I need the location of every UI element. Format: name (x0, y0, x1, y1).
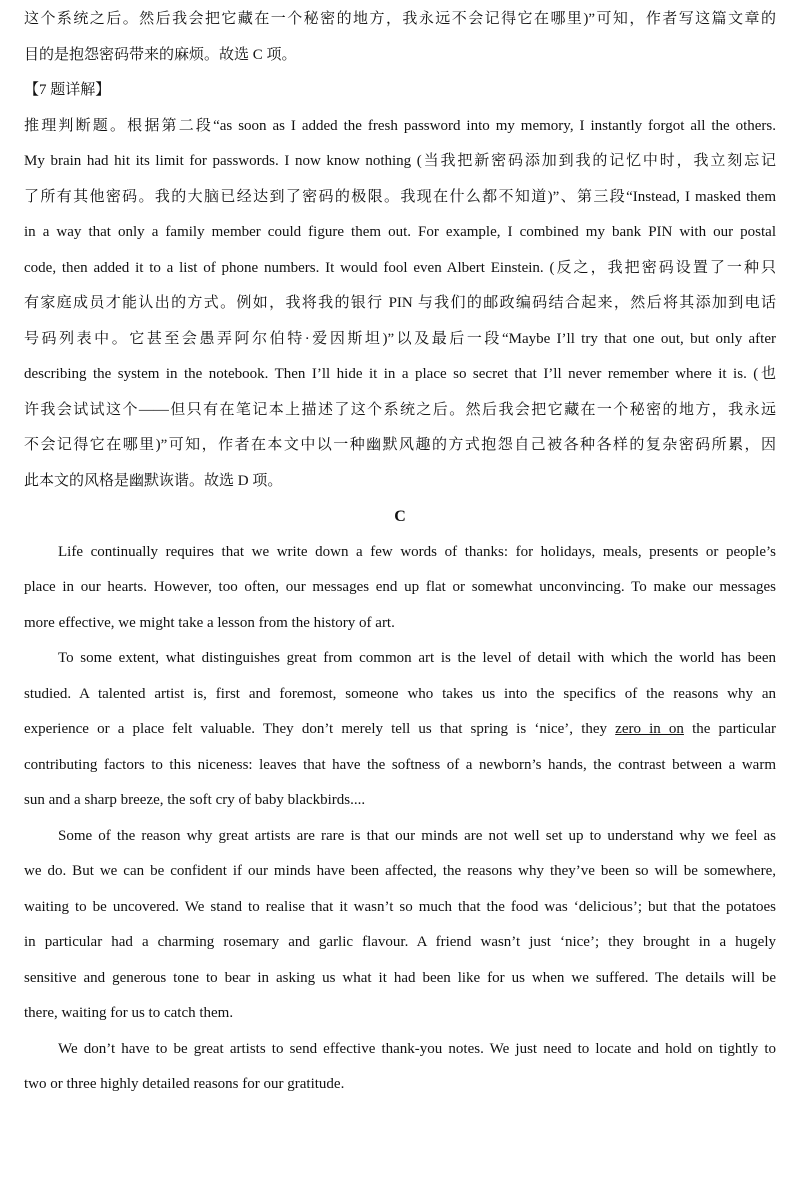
question-7-heading: 【7 题详解】 (24, 82, 111, 98)
text-line: in particular had a charming rosemary and garlic flavour. A friend wasn’t just ‘nice’; they brought in a hugely (24, 934, 776, 950)
explanation-7 (24, 109, 776, 500)
text-line: we do. But we can be confident if our minds have been affected, the reasons why they’ve been so will be somewhere, (24, 863, 776, 879)
text-line: 号码列表中。它甚至会愚弄阿尔伯特·爱因斯坦)”以及最后一段“Maybe I’ll try that one out, but only after (24, 330, 776, 347)
text-line: place in our hearts. However, too often, our messages end up flat or somewhat unconvincing. To make our messages (24, 579, 776, 595)
text-segment: the particular (692, 721, 777, 737)
passage-paragraph-2 (24, 641, 776, 819)
text-line: sensitive and generous tone to bear in asking us what it had been like for us when we suffered. The details will be (24, 969, 776, 986)
text-line: 目的是抱怨密码带来的麻烦。故选 C 项。 (24, 46, 297, 63)
text-line: waiting to be uncovered. We stand to realise that it wasn’t so much that the food was ‘delicious’; but that the potatoes (24, 898, 776, 915)
text-line: more effective, we might take a lesson from the history of art. (24, 614, 395, 631)
passage-paragraph-3 (24, 819, 776, 1032)
text-line: 不会记得它在哪里)”可知，作者在本文中以一种幽默风趣的方式抱怨自己被各种各样的复杂密码所累，因 (24, 437, 776, 453)
underlined-phrase: zero in on (615, 721, 684, 737)
text-segment: experience or a place felt valuable. They don’t merely tell us that spring is ‘nice’, they (24, 721, 608, 737)
text-line: two or three highly detailed reasons for our gratitude. (24, 1076, 345, 1092)
text-line: describing the system in the notebook. Then I’ll hide it in a place so secret that I’ll never remember where it is. (也 (24, 366, 776, 382)
explanation-6-tail (24, 2, 776, 73)
text-line: there, waiting for us to catch them. (24, 1005, 234, 1021)
text-line: studied. A talented artist is, first and foremost, someone who takes us into the specifics of the reasons why an (24, 685, 776, 702)
text-line (24, 712, 776, 748)
text-line: My brain had hit its limit for passwords. I now know nothing (当我把新密码添加到我的记忆中时，我立刻忘记 (24, 153, 776, 169)
text-line: sun and a sharp breeze, the soft cry of baby blackbirds.... (24, 792, 366, 808)
text-line: We don’t have to be great artists to send effective thank-you notes. We just need to locate and hold on tightly to (58, 1040, 776, 1057)
passage-paragraph-1 (24, 535, 776, 642)
text-line: 推理判断题。根据第二段“as soon as I added the fresh password into my memory, I instantly forgot all the others. (24, 117, 776, 134)
text-line: 了所有其他密码。我的大脑已经达到了密码的极限。我现在什么都不知道)”、第三段“Instead, I masked them (24, 188, 776, 205)
text-line: 此本文的风格是幽默诙谐。故选 D 项。 (24, 472, 283, 489)
text-line: 这个系统之后。然后我会把它藏在一个秘密的地方，我永远不会记得它在哪里)”可知，作者写这篇文章的 (24, 11, 776, 27)
text-line: 许我会试试这个——但只有在笔记本上描述了这个系统之后。然后我会把它藏在一个秘密的地方，我永远 (24, 401, 776, 418)
text-line: code, then added it to a list of phone numbers. It would fool even Albert Einstein. (反之，我把密码设置了一种只 (24, 259, 776, 276)
text-line: Life continually requires that we write down a few words of thanks: for holidays, meals, presents or people’s (58, 543, 776, 560)
passage-paragraph-4 (24, 1032, 776, 1103)
section-title: C (394, 508, 406, 525)
text-line: To some extent, what distinguishes great from common art is the level of detail with which the world has been (58, 650, 776, 666)
text-line: 有家庭成员才能认出的方式。例如，我将我的银行 PIN 与我们的邮政编码结合起来，然后将其添加到电话 (24, 295, 776, 311)
text-line: contributing factors to this niceness: leaves that have the softness of a newborn’s hands, the contrast between a warm (24, 756, 776, 773)
text-line: Some of the reason why great artists are rare is that our minds are not well set up to understand why we feel as (58, 827, 776, 844)
text-line: in a way that only a family member could figure them out. For example, I combined my bank PIN with our postal (24, 224, 776, 240)
